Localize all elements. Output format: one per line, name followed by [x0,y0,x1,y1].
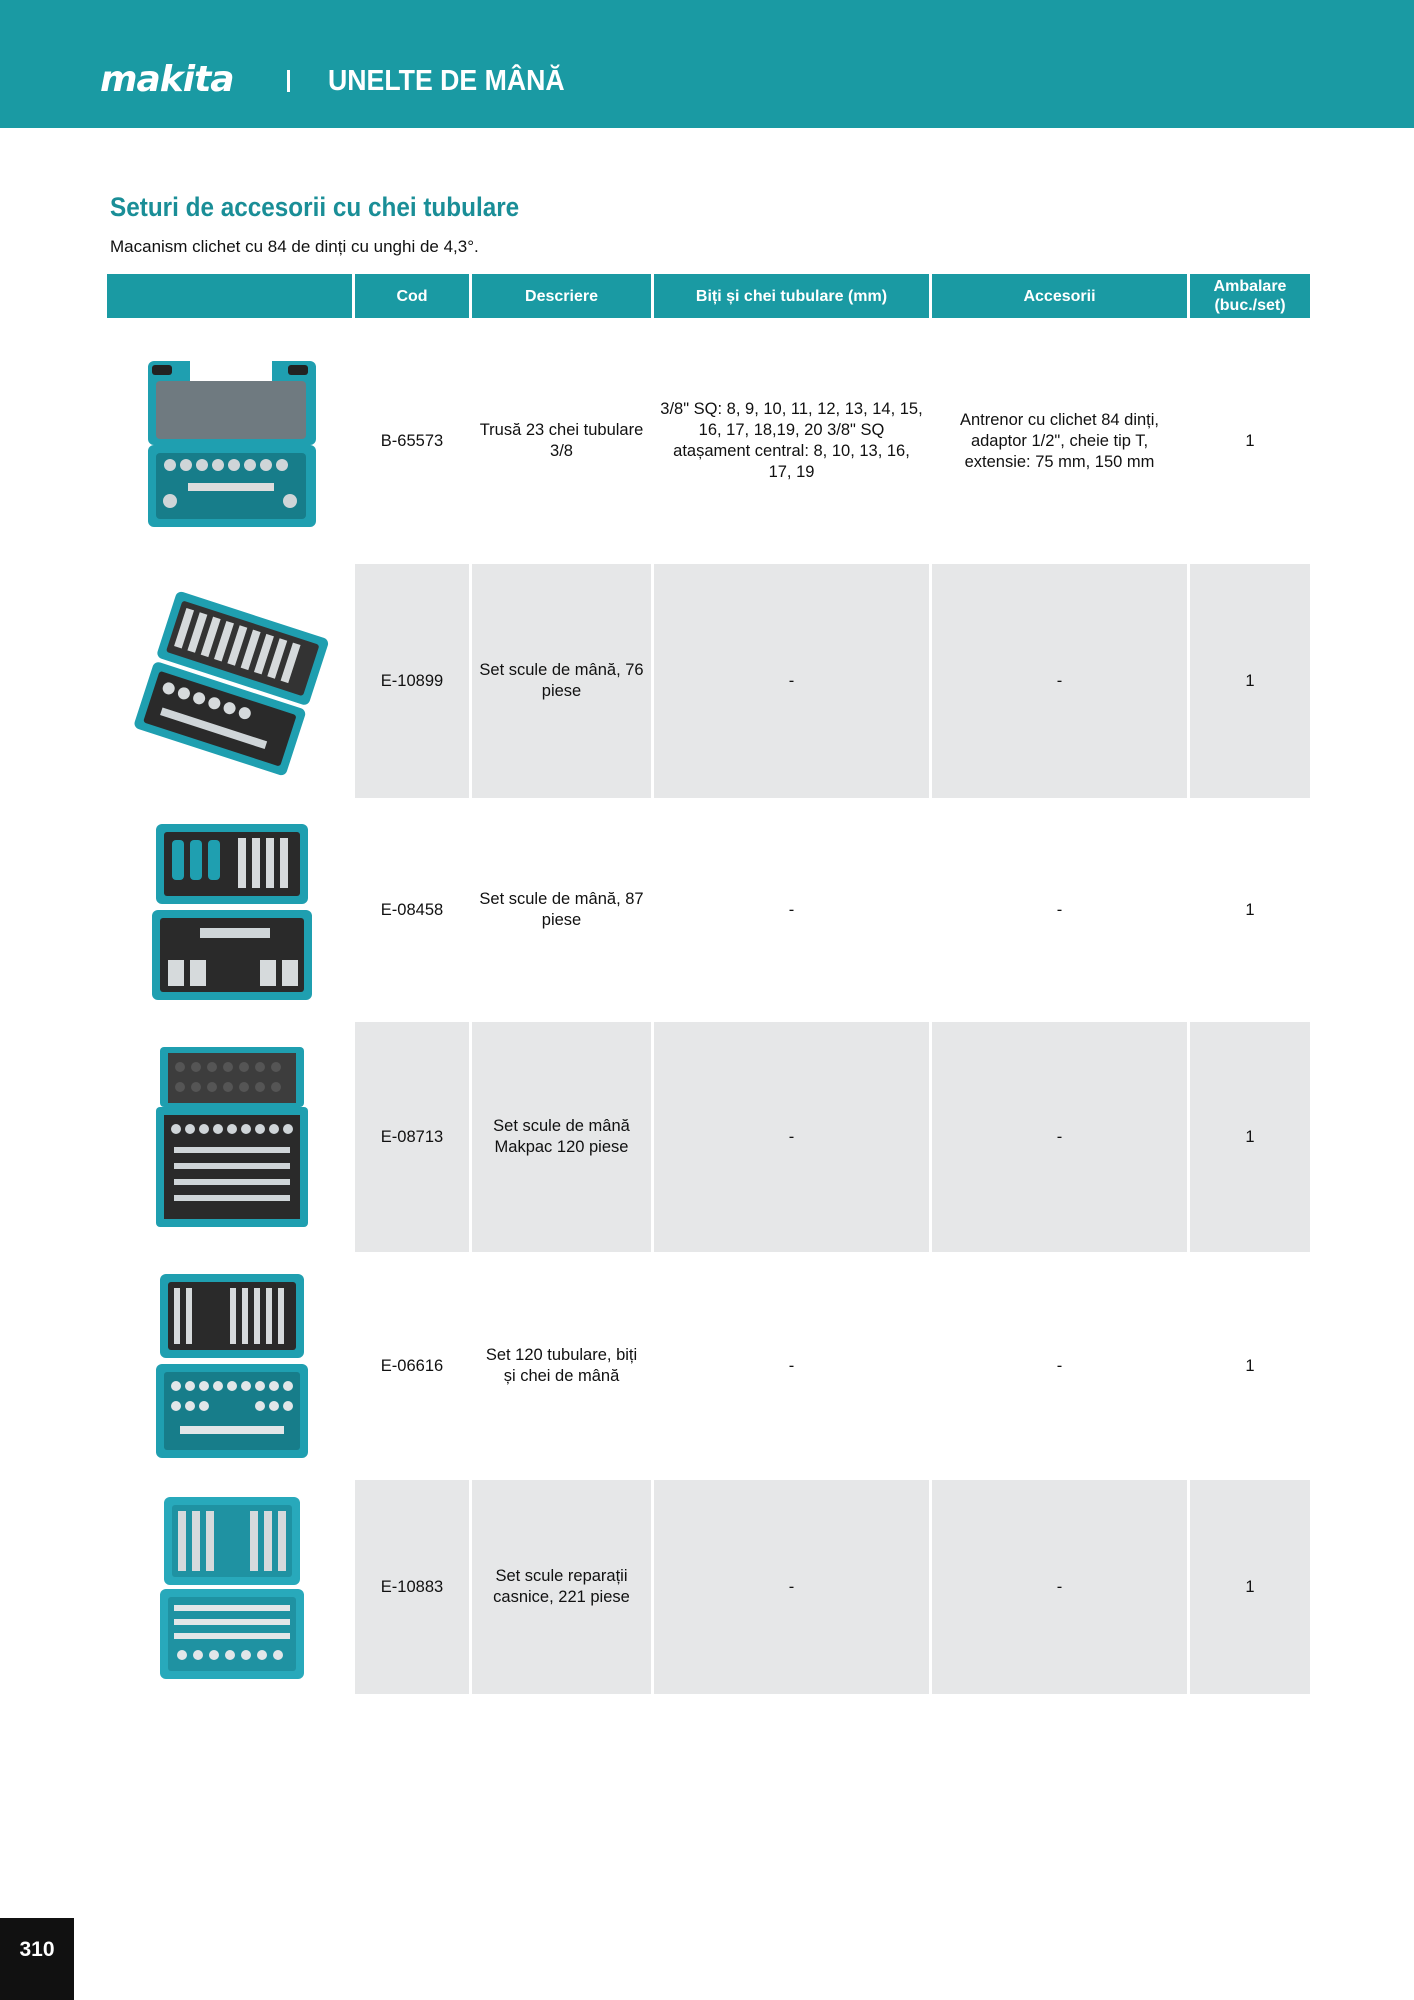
product-image-cell [107,798,352,1022]
tool-case-image [130,1266,330,1466]
page-title: Seturi de accesorii cu chei tubulare [110,192,520,222]
product-code: E-10899 [355,564,469,798]
product-description: Set scule de mână, 87 piese [479,890,644,929]
tool-case-image [130,1037,330,1237]
product-image-cell [107,564,352,798]
product-bits: - [788,900,795,919]
product-bits: - [788,1356,795,1375]
product-code: E-08713 [355,1022,469,1252]
header-packaging-label: Ambalare (buc./set) [1213,278,1287,314]
product-description: Set scule de mână Makpac 120 piese [472,1022,651,1252]
tool-case-image [130,810,330,1010]
product-accessories: - [932,564,1187,798]
product-packaging: 1 [1190,1022,1310,1252]
table-row [107,1252,1310,1480]
product-description: Set scule de mână, 76 piese [472,564,651,798]
header-bar [0,0,1414,128]
product-packaging: 1 [1245,1356,1255,1375]
table-row [107,798,1310,1022]
product-packaging: 1 [1190,1480,1310,1694]
product-description: Trusă 23 chei tubulare 3/8 [479,421,644,460]
product-accessories: Antrenor cu clichet 84 dinți, adaptor 1/2", cheie tip T, extensie: 75 mm, 150 mm [959,410,1160,471]
page-subtitle: Macanism clichet cu 84 de dinți cu unghi de 4,3°. [110,237,479,256]
product-accessories: - [1056,900,1063,919]
product-image-cell [107,1252,352,1480]
product-packaging: 1 [1190,564,1310,798]
section-title: UNELTE DE MÂNĂ [328,65,565,97]
product-description: Set scule reparații casnice, 221 piese [472,1480,651,1694]
product-bits: - [654,1480,929,1694]
table-row [107,564,1310,798]
table-row [107,318,1310,564]
table-header-row [107,274,1310,318]
product-code: B-65573 [380,431,444,450]
product-image-cell [107,1480,352,1694]
table-row [107,1480,1310,1694]
tool-case-image [130,341,330,541]
tool-case-image [130,1487,330,1687]
product-accessories: - [932,1022,1187,1252]
product-code: E-08458 [380,900,444,919]
header-bits: Biți și chei tubulare (mm) [654,274,929,318]
product-packaging: 1 [1245,431,1255,450]
product-packaging: 1 [1245,900,1255,919]
page-number: 310 [0,1918,74,2000]
product-accessories: - [1056,1356,1063,1375]
product-description: Set 120 tubulare, biți și chei de mână [485,1346,638,1385]
product-bits: - [654,564,929,798]
product-image-cell [107,1022,352,1252]
products-table [104,274,1313,1694]
header-packaging [1190,274,1310,318]
header-accessories: Accesorii [932,274,1187,318]
product-code: E-10883 [355,1480,469,1694]
product-accessories: - [932,1480,1187,1694]
header-image [107,274,352,318]
product-code: E-06616 [380,1356,444,1375]
product-image-cell [107,318,352,564]
product-bits: - [654,1022,929,1252]
header-code: Cod [355,274,469,318]
header-divider [287,70,290,92]
header-description: Descriere [472,274,651,318]
makita-logo: makita [100,59,234,100]
table-row [107,1022,1310,1252]
tool-case-image [130,581,330,781]
product-bits: 3/8" SQ: 8, 9, 10, 11, 12, 13, 14, 15, 16, 17, 18,19, 20 3/8" SQ atașament central: 8, 10, 13, 16, 17, 19 [660,400,923,481]
